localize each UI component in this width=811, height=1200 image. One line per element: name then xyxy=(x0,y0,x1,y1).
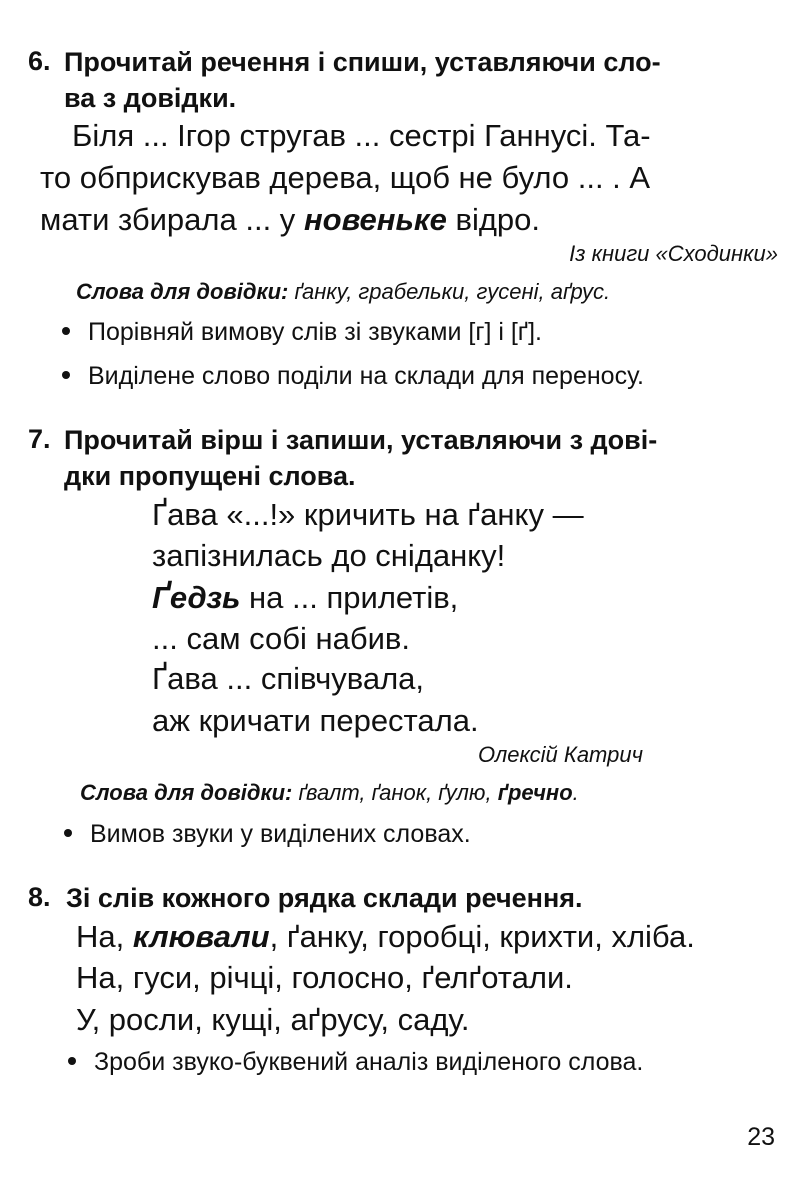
poem-author: Олексій Катрич xyxy=(477,742,643,767)
task-6-text-line3: мати збирала ... у новеньке відро. xyxy=(40,202,541,237)
highlighted-word: клювали xyxy=(132,919,270,954)
task-6-bullet-1: Порівняй вимову слів зі звуками [г] і [ґ]. xyxy=(62,318,542,347)
task-7-bullet-1: Вимов звуки у виділених словах. xyxy=(64,820,471,849)
task-7-reference-words: Слова для довідки: ґвалт, ґанок, ґулю, ґречно. xyxy=(80,780,579,805)
task-6-title-line2: ва з довідки. xyxy=(64,83,237,113)
highlighted-word: новеньке xyxy=(303,202,447,237)
task-8-title: Зі слів кожного рядка склади речення. xyxy=(66,883,583,913)
task-6-number: 6. xyxy=(28,46,51,76)
task-6-text-line1: Біля ... Ігор стругав ... сестрі Ганнусі. Та- xyxy=(72,118,651,153)
poem-line-2: запізнилась до сніданку! xyxy=(152,538,506,573)
task-7-title-line1: Прочитай вірш і запиши, уставляючи з дові- xyxy=(64,425,658,455)
task-7-number: 7. xyxy=(28,424,51,454)
poem-line-4: ... сам собі набив. xyxy=(152,621,410,656)
task-8-line-1: На, клювали, ґанку, горобці, крихти, хліба. xyxy=(76,919,695,954)
bullet-dot xyxy=(68,1057,76,1065)
poem-line-5: Ґава ... співчувала, xyxy=(152,661,425,696)
task-6-bullet-2: Виділене слово поділи на склади для переносу. xyxy=(62,362,644,391)
bullet-dot xyxy=(64,829,72,837)
task-6-reference-words: Слова для довідки: ґанку, грабельки, гусені, аґрус. xyxy=(76,279,611,304)
task-6-title-line1: Прочитай речення і спиши, уставляючи сло- xyxy=(64,47,661,77)
poem-line-6: аж кричати перестала. xyxy=(152,703,479,738)
task-8-line-3: У, росли, кущі, аґрусу, саду. xyxy=(76,1002,470,1037)
bullet-dot xyxy=(62,327,70,335)
poem-line-1: Ґава «...!» кричить на ґанку — xyxy=(152,497,584,532)
bullet-dot xyxy=(62,371,70,379)
task-7-title-line2: дки пропущені слова. xyxy=(64,461,356,491)
task-6-source: Із книги «Сходинки» xyxy=(569,241,778,266)
task-8-number: 8. xyxy=(28,882,51,912)
task-8-line-2: На, гуси, річці, голосно, ґелґотали. xyxy=(76,960,573,995)
task-6-text-line2: то обприскував дерева, щоб не було ... . А xyxy=(40,160,651,195)
highlighted-word: Ґедзь xyxy=(152,580,241,615)
task-8-bullet-1: Зроби звуко-буквений аналіз виділеного слова. xyxy=(68,1048,643,1077)
poem-line-3: Ґедзь на ... прилетів, xyxy=(152,580,459,615)
page-number: 23 xyxy=(747,1123,775,1151)
